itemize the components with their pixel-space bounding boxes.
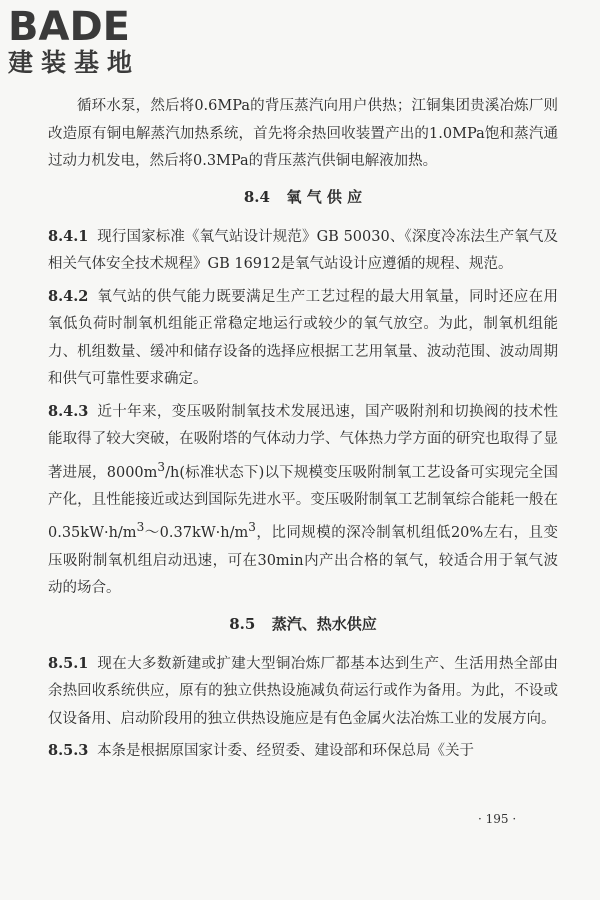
superscript: 3 <box>248 520 256 535</box>
intro-paragraph: 循环水泵，然后将0.6MPa的背压蒸汽向用户供热；江铜集团贵溪冶炼厂则改造原有铜电解蒸汽加热系统，首先将余热回收装置产出的1.0MPa饱和蒸汽通过动力机发电，然后将0.3MPa的背压蒸汽供铜电解液加热。 <box>48 98 558 169</box>
clause-number: 8.4.3 <box>48 402 89 420</box>
clause-8-5-1 <box>48 650 558 734</box>
section-number: 8.5 <box>229 614 256 633</box>
page-number: · 195 · <box>478 812 517 826</box>
clause-text-part-4: ，比同规模的深冷制氧机组低20%左右，且变压吸附制氧机组启动迅速，可在30min内产出合格的氧气，较适合用于氧气波动的场合。 <box>48 525 558 597</box>
clause-text-part-3: ～0.37kW·h/m <box>144 525 249 542</box>
clause-8-5-3 <box>48 737 558 766</box>
section-heading-8-5 <box>48 611 558 638</box>
logo <box>8 6 188 78</box>
clause-text-part-2: /h(标准状态下)以下规模变压吸附制氧工艺设备可实现完全国产化，且性能接近或达到国际先进水平。变压吸附制氧工艺制氧综合能耗一般在0.35kW·h/m <box>48 464 558 542</box>
clause-text-part-1: 近十年来，变压吸附制氧技术发展迅速，国产吸附剂和切换阀的技术性能取得了较大突破，在吸附塔的气体动力学、气体热力学方面的研究也取得了显著进展，8000m <box>48 403 558 481</box>
clause-8-4-2 <box>48 283 558 394</box>
clause-text: 现在大多数新建或扩建大型铜冶炼厂都基本达到生产、生活用热全部由余热回收系统供应，原有的独立供热设施减负荷运行或作为备用。为此，不设或仅设备用、启动阶段用的独立供热设施应是有色金属火法冶炼工业的发展方向。 <box>48 655 558 727</box>
superscript: 3 <box>157 459 166 474</box>
clause-number: 8.4.1 <box>48 227 89 245</box>
clause-number: 8.5.3 <box>48 742 89 760</box>
clause-8-4-3 <box>48 398 558 603</box>
logo-subtitle: 建装基地 <box>8 48 141 77</box>
clause-number: 8.4.2 <box>48 287 89 305</box>
clause-text: 本条是根据原国家计委、经贸委、建设部和环保总局《关于 <box>97 743 475 760</box>
section-title: 氧 气 供 应 <box>286 187 363 206</box>
section-heading-8-4 <box>48 184 558 211</box>
document-body <box>48 93 558 766</box>
clause-number: 8.5.1 <box>48 654 89 672</box>
clause-8-4-1 <box>48 223 558 279</box>
superscript: 3 <box>136 520 145 535</box>
clause-text: 现行国家标准《氧气站设计规范》GB 50030、《深度冷冻法生产氧气及相关气体安全技术规程》GB 16912是氧气站设计应遵循的规程、规范。 <box>48 228 558 272</box>
section-title: 蒸汽、热水供应 <box>271 614 377 633</box>
logo-brand: BADE <box>8 4 130 50</box>
clause-text: 氧气站的供气能力既要满足生产工艺过程的最大用氧量，同时还应在用氧低负荷时制氧机组能正常稳定地运行或较少的氧气放空。为此，制氧机组能力、机组数量、缓冲和储存设备的选择应根据工艺用氧量、波动范围、波动周期和供气可靠性要求确定。 <box>48 288 558 387</box>
section-number: 8.4 <box>243 187 270 206</box>
